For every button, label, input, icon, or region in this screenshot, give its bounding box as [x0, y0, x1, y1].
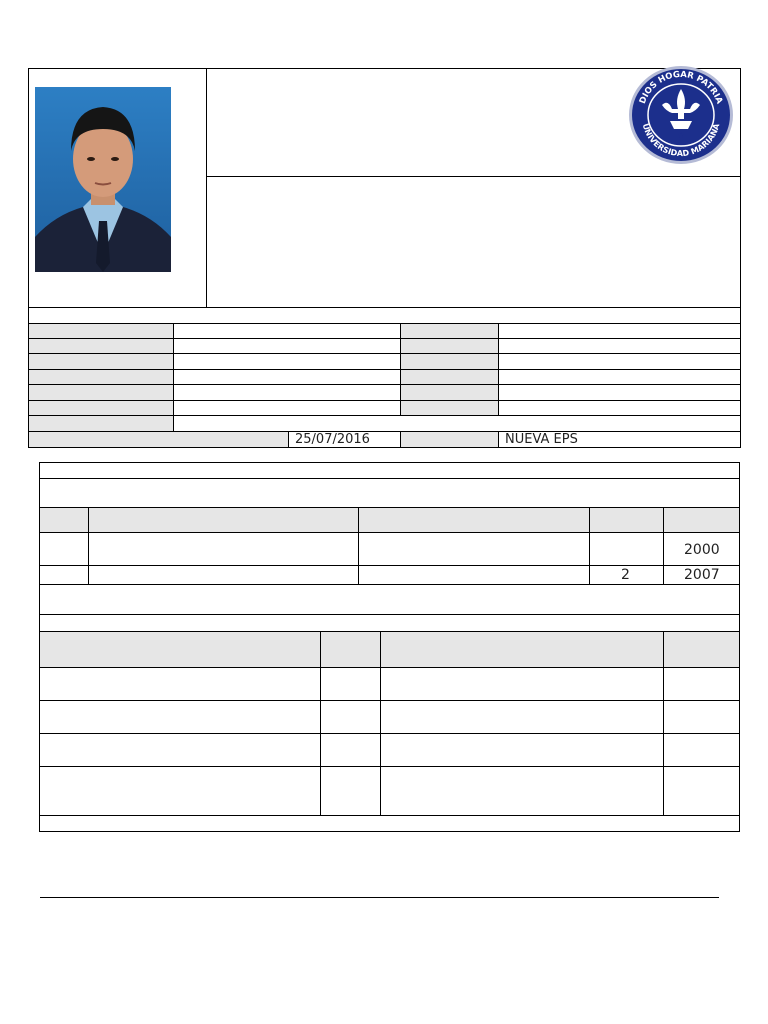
edu-cell — [358, 532, 590, 566]
exp-cell — [380, 766, 664, 816]
section-divider — [39, 614, 740, 615]
value-cell — [498, 369, 741, 385]
exp-header-cell — [39, 631, 321, 668]
portrait-photo — [35, 87, 171, 272]
edu-year-cell — [663, 565, 740, 585]
edu-cell — [589, 532, 664, 566]
label-cell — [400, 369, 499, 385]
eps-label-cell — [400, 431, 499, 448]
label-cell — [28, 369, 174, 385]
edu-header-cell — [39, 507, 89, 533]
value-cell — [173, 369, 401, 385]
label-cell — [28, 338, 174, 354]
exp-cell — [663, 733, 740, 767]
portrait-image — [35, 87, 171, 272]
exp-cell — [39, 766, 321, 816]
edu-cell — [88, 565, 359, 585]
exp-cell — [663, 667, 740, 701]
section-divider — [39, 478, 740, 479]
label-cell — [400, 338, 499, 354]
signature-line — [40, 897, 719, 898]
value-cell — [498, 353, 741, 370]
edu-cell — [39, 532, 89, 566]
info-grid — [28, 323, 741, 448]
edu-header-cell — [663, 507, 740, 533]
photo-column-divider — [206, 68, 207, 308]
university-seal — [628, 65, 734, 165]
edu-header-cell — [589, 507, 664, 533]
exp-cell — [320, 700, 381, 734]
date-value: 25/07/2016 — [295, 432, 370, 447]
seal-top-text: DIOS HOGAR PATRIA — [637, 69, 725, 106]
value-cell — [498, 338, 741, 354]
photo-bottom-divider — [28, 307, 741, 308]
eps-value: NUEVA EPS — [505, 432, 578, 447]
edu-semester-cell — [589, 565, 664, 585]
label-cell — [400, 323, 499, 339]
label-cell — [28, 400, 174, 416]
exp-header-cell — [380, 631, 664, 668]
exp-cell — [380, 667, 664, 701]
date-value-cell — [288, 431, 401, 448]
edu-year-1: 2000 — [684, 542, 720, 558]
exp-cell — [320, 667, 381, 701]
exp-cell — [380, 700, 664, 734]
value-cell — [498, 400, 741, 416]
label-cell — [400, 400, 499, 416]
label-cell — [28, 384, 174, 401]
edu-cell — [88, 532, 359, 566]
exp-cell — [320, 766, 381, 816]
exp-cell — [39, 700, 321, 734]
value-cell — [498, 384, 741, 401]
value-cell-wide — [173, 415, 741, 432]
label-cell — [28, 353, 174, 370]
label-cell — [400, 353, 499, 370]
value-cell — [173, 400, 401, 416]
value-cell — [498, 323, 741, 339]
value-cell — [173, 384, 401, 401]
exp-cell — [39, 667, 321, 701]
date-label-cell — [28, 431, 289, 448]
edu-semester-2: 2 — [621, 567, 630, 583]
edu-header-cell — [358, 507, 590, 533]
exp-header-cell — [663, 631, 740, 668]
edu-year-cell — [663, 532, 740, 566]
value-cell — [173, 353, 401, 370]
eps-value-cell — [498, 431, 741, 448]
edu-year-2: 2007 — [684, 567, 720, 583]
exp-header-cell — [320, 631, 381, 668]
seal-bottom-text: UNIVERSIDAD MARIANA — [640, 122, 722, 159]
title-divider — [206, 176, 741, 177]
edu-header-cell — [88, 507, 359, 533]
exp-cell — [320, 733, 381, 767]
exp-cell — [663, 700, 740, 734]
exp-cell — [663, 766, 740, 816]
exp-cell — [39, 733, 321, 767]
exp-cell — [380, 733, 664, 767]
edu-cell — [39, 565, 89, 585]
label-cell — [28, 323, 174, 339]
value-cell — [173, 338, 401, 354]
seal-icon — [628, 65, 734, 165]
label-cell — [400, 384, 499, 401]
label-cell — [28, 415, 174, 432]
value-cell — [173, 323, 401, 339]
edu-cell — [358, 565, 590, 585]
svg-text:★: ★ — [677, 131, 685, 140]
